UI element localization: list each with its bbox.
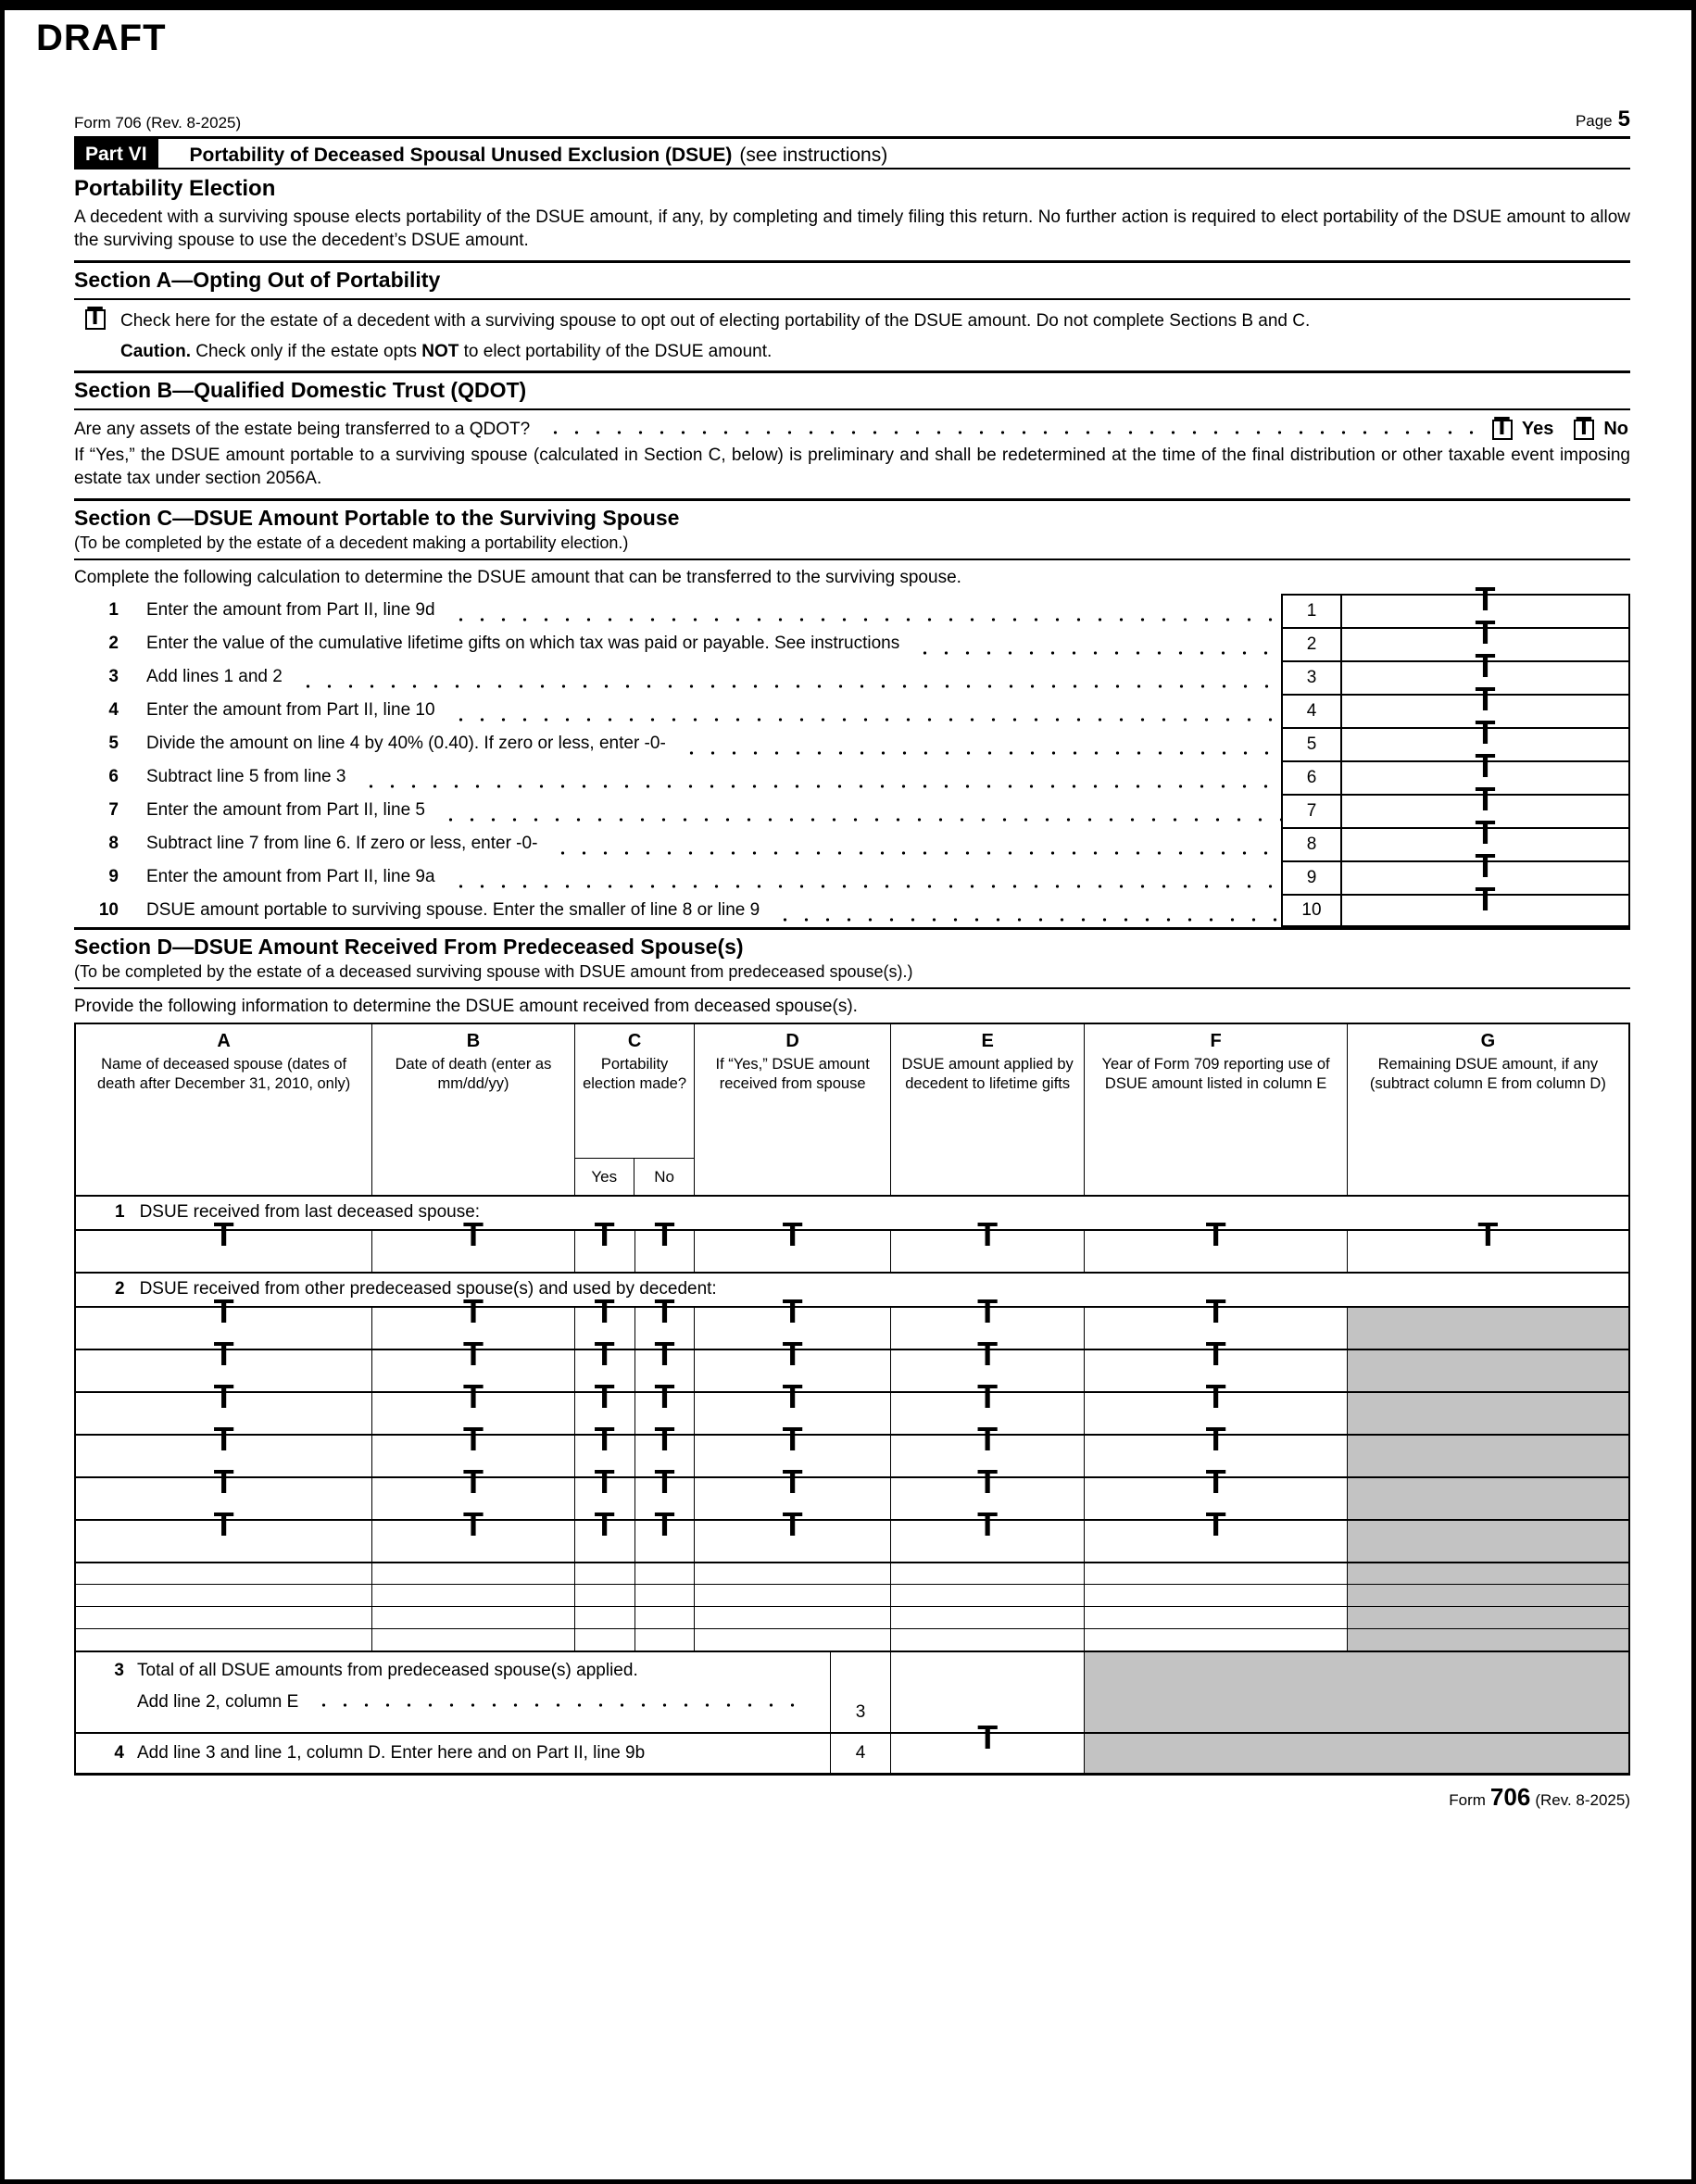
dot-leader xyxy=(360,784,1281,788)
shaded-cell xyxy=(1084,1734,1628,1773)
t-field-marker: T xyxy=(1475,646,1496,684)
empty-cell[interactable] xyxy=(76,1607,371,1628)
row-number: 1 xyxy=(115,1202,125,1222)
section-a-heading: Section A—Opting Out of Portability xyxy=(74,263,1630,300)
portability-election-heading: Portability Election xyxy=(74,176,276,201)
t-field-marker: T xyxy=(977,1462,999,1500)
line-entry-box xyxy=(1281,680,1630,727)
caution-note xyxy=(120,342,1630,362)
line-number: 9 xyxy=(108,867,119,886)
calc-line-4 xyxy=(74,680,1630,727)
t-field-marker: T xyxy=(977,1718,999,1756)
t-field-marker: T xyxy=(213,1420,234,1458)
entry-box-number: 10 xyxy=(1283,896,1342,925)
row-number: 4 xyxy=(114,1743,124,1763)
col-desc: DSUE amount applied by decedent to lifetime gifts xyxy=(901,1056,1074,1092)
portability-election-body: A decedent with a surviving spouse elects portability of the DSUE amount, if any, by completing and timely filing this return. No further action is required to elect portability of the DSUE amount to allow the surviving spouse to use the decedent’s DSUE amount. xyxy=(74,207,1630,250)
t-field-marker: T xyxy=(462,1420,484,1458)
t-field-marker: T xyxy=(1475,780,1496,818)
empty-cell[interactable] xyxy=(574,1629,634,1651)
empty-cell[interactable] xyxy=(694,1607,890,1628)
dsue-table xyxy=(74,1023,1630,1776)
empty-cell[interactable] xyxy=(1084,1563,1346,1584)
t-field-marker: T xyxy=(594,1462,615,1500)
calc-line-10 xyxy=(74,880,1630,927)
row-3-text: Total of all DSUE amounts from predeceased spouse(s) applied. xyxy=(137,1661,638,1680)
t-field-marker: T xyxy=(1576,410,1592,440)
part-vi-title xyxy=(190,139,888,168)
empty-cell[interactable] xyxy=(694,1563,890,1584)
dot-leader xyxy=(297,684,1281,688)
entry-box-number: 9 xyxy=(1283,862,1342,894)
t-field-marker: T xyxy=(1205,1420,1226,1458)
empty-cell[interactable] xyxy=(890,1585,1085,1606)
empty-cell[interactable] xyxy=(694,1585,890,1606)
shaded-cell xyxy=(1347,1629,1628,1651)
t-field-marker: T xyxy=(782,1420,803,1458)
t-field-marker: T xyxy=(213,1335,234,1373)
caution-label: Caution. xyxy=(120,342,191,361)
line-text: Enter the value of the cumulative lifetime gifts on which tax was paid or payable. See instructions xyxy=(146,634,900,653)
t-field-marker: T xyxy=(654,1215,675,1253)
t-field-marker: T xyxy=(462,1292,484,1330)
col-e-header xyxy=(890,1024,1085,1195)
section-c-intro: Complete the following calculation to determine the DSUE amount that can be transferred to the surviving spouse. xyxy=(74,568,961,587)
empty-cell[interactable] xyxy=(574,1585,634,1606)
shaded-cell xyxy=(1347,1585,1628,1606)
t-field-marker: T xyxy=(1493,410,1510,440)
field-cell[interactable] xyxy=(694,1505,890,1562)
section-c-calculation xyxy=(74,580,1630,927)
no-field-cell[interactable] xyxy=(634,1505,695,1562)
t-field-marker: T xyxy=(1475,747,1496,784)
empty-cell[interactable] xyxy=(694,1629,890,1651)
shaded-cell xyxy=(1347,1308,1628,1349)
line-number: 7 xyxy=(108,800,119,820)
empty-cell[interactable] xyxy=(371,1607,573,1628)
predeceased-spouse-row xyxy=(76,1335,1628,1391)
opt-out-checkbox[interactable] xyxy=(85,301,106,330)
col-desc: Year of Form 709 reporting use of DSUE amount listed in column E xyxy=(1101,1056,1330,1092)
t-field-marker: T xyxy=(977,1215,999,1253)
entry-box-number: 8 xyxy=(1283,829,1342,860)
section-b-heading: Section B—Qualified Domestic Trust (QDOT) xyxy=(74,373,1630,410)
line-number: 6 xyxy=(108,767,119,786)
shaded-cell xyxy=(1084,1652,1628,1732)
t-field-marker: T xyxy=(594,1335,615,1373)
dot-leader xyxy=(681,751,1281,755)
line-text: Subtract line 7 from line 6. If zero or less, enter -0- xyxy=(146,834,538,853)
t-field-marker: T xyxy=(1205,1335,1226,1373)
t-field-marker: T xyxy=(594,1292,615,1330)
empty-cell[interactable] xyxy=(634,1607,695,1628)
predeceased-spouse-row xyxy=(76,1420,1628,1476)
section-d-intro: Provide the following information to determine the DSUE amount received from deceased spouse(s). xyxy=(74,997,858,1016)
section-c-heading: Section C—DSUE Amount Portable to the Surviving Spouse xyxy=(74,506,680,530)
t-field-marker: T xyxy=(654,1335,675,1373)
dot-leader xyxy=(450,885,1281,888)
yes-label: Yes xyxy=(1521,419,1554,439)
row-number: 3 xyxy=(114,1661,124,1680)
no-subcolumn-label: No xyxy=(654,1167,674,1186)
empty-row xyxy=(76,1562,1628,1584)
col-desc: Portability election made? xyxy=(583,1056,687,1092)
t-field-marker: T xyxy=(462,1335,484,1373)
t-field-marker: T xyxy=(1475,813,1496,851)
line-number: 3 xyxy=(108,667,119,686)
line-entry-box xyxy=(1281,747,1630,794)
t-field-marker: T xyxy=(977,1505,999,1543)
empty-cell[interactable] xyxy=(634,1629,695,1651)
line-entry-box xyxy=(1281,713,1630,760)
line-text: Enter the amount from Part II, line 9a xyxy=(146,867,435,886)
col-b-header xyxy=(371,1024,573,1195)
line-number: 8 xyxy=(108,834,119,853)
col-desc: Date of death (enter as mm/dd/yy) xyxy=(395,1056,552,1092)
part-vi-badge: Part VI xyxy=(74,139,158,168)
opt-out-text: Check here for the estate of a decedent with a surviving spouse to opt out of electing portability of the DSUE amount. Do not complete Sections B and C. xyxy=(120,311,1311,331)
t-field-marker: T xyxy=(782,1292,803,1330)
col-letter: E xyxy=(981,1031,994,1051)
line-entry-box xyxy=(1281,646,1630,694)
empty-cell[interactable] xyxy=(1084,1585,1346,1606)
field-cell[interactable] xyxy=(1084,1505,1346,1562)
caution-text-post: to elect portability of the DSUE amount. xyxy=(459,342,773,361)
entry-box-number: 6 xyxy=(1283,762,1342,794)
empty-cell[interactable] xyxy=(1084,1607,1346,1628)
col-desc: Remaining DSUE amount, if any (subtract column E from column D) xyxy=(1369,1056,1606,1092)
t-field-marker: T xyxy=(213,1462,234,1500)
t-field-marker: T xyxy=(782,1505,803,1543)
field-cell[interactable] xyxy=(1347,1215,1628,1272)
row-label-text: DSUE received from other predeceased spouse(s) and used by decedent: xyxy=(139,1279,717,1299)
amount-field[interactable] xyxy=(1342,880,1628,925)
line-number: 4 xyxy=(108,700,119,720)
row-number: 2 xyxy=(115,1279,125,1299)
entry-box-number: 3 xyxy=(1283,662,1342,694)
t-field-marker: T xyxy=(1205,1292,1226,1330)
shaded-cell xyxy=(1347,1436,1628,1476)
part-vi-title-text: Portability of Deceased Spousal Unused Exclusion (DSUE) xyxy=(189,144,733,166)
entry-box-number: 4 xyxy=(1283,696,1342,727)
empty-row xyxy=(76,1628,1628,1651)
row-3-text-2: Add line 2, column E xyxy=(137,1692,299,1712)
qdot-question: Are any assets of the estate being transferred to a QDOT? xyxy=(74,419,531,439)
line-number: 2 xyxy=(108,634,119,653)
field-cell[interactable] xyxy=(1084,1215,1346,1272)
calc-line-9 xyxy=(74,847,1630,894)
dot-leader xyxy=(552,851,1281,855)
col-letter: D xyxy=(785,1031,799,1051)
t-field-marker: T xyxy=(977,1292,999,1330)
empty-cell[interactable] xyxy=(76,1629,371,1651)
t-field-marker: T xyxy=(1477,1215,1499,1253)
t-field-marker: T xyxy=(1205,1215,1226,1253)
empty-cell[interactable] xyxy=(76,1585,371,1606)
empty-row xyxy=(76,1584,1628,1606)
line-text: DSUE amount portable to surviving spouse. Enter the smaller of line 8 or line 9 xyxy=(146,900,760,920)
line-entry-box xyxy=(1281,580,1630,627)
line-number: 1 xyxy=(108,600,119,620)
entry-box-number: 2 xyxy=(1283,629,1342,660)
t-field-marker: T xyxy=(654,1462,675,1500)
page-label: Page xyxy=(1575,112,1613,130)
t-field-marker: T xyxy=(462,1462,484,1500)
empty-cell[interactable] xyxy=(634,1563,695,1584)
top-line xyxy=(74,107,1630,132)
shaded-cell xyxy=(1347,1393,1628,1434)
empty-cell[interactable] xyxy=(76,1563,371,1584)
dsue-table-header xyxy=(76,1024,1628,1195)
empty-cell[interactable] xyxy=(371,1585,573,1606)
form-content xyxy=(74,10,1630,1812)
shaded-cell xyxy=(1347,1521,1628,1562)
row-4-label xyxy=(76,1734,830,1773)
t-field-marker: T xyxy=(782,1335,803,1373)
yes-field-cell[interactable] xyxy=(574,1215,634,1272)
field-cell[interactable] xyxy=(371,1215,573,1272)
entry-box-number: 4 xyxy=(830,1734,890,1773)
t-field-marker: T xyxy=(654,1377,675,1415)
col-letter: A xyxy=(217,1031,231,1051)
t-field-marker: T xyxy=(1475,613,1496,651)
col-d-header xyxy=(694,1024,890,1195)
entry-box-number: 7 xyxy=(1283,796,1342,827)
col-letter: F xyxy=(1210,1031,1222,1051)
t-field-marker: T xyxy=(782,1462,803,1500)
t-field-marker: T xyxy=(654,1292,675,1330)
t-field-marker: T xyxy=(594,1215,615,1253)
calc-line-2 xyxy=(74,613,1630,660)
predeceased-spouse-row xyxy=(76,1462,1628,1519)
t-field-marker: T xyxy=(1475,847,1496,885)
col-c-header xyxy=(574,1024,695,1195)
t-field-marker: T xyxy=(1475,880,1496,918)
empty-cell[interactable] xyxy=(890,1563,1085,1584)
line-text: Divide the amount on line 4 by 40% (0.40). If zero or less, enter -0- xyxy=(146,734,666,753)
section-d-subheading: (To be completed by the estate of a deceased surviving spouse with DSUE amount from predeceased spouse(s).) xyxy=(74,961,1630,989)
footer-revision: (Rev. 8-2025) xyxy=(1535,1791,1630,1809)
row-4-text: Add line 3 and line 1, column D. Enter here and on Part II, line 9b xyxy=(137,1743,646,1763)
page-footer xyxy=(74,1783,1630,1812)
t-field-marker: T xyxy=(1475,580,1496,618)
col-c-desc xyxy=(575,1024,695,1158)
qdot-yes-checkbox[interactable] xyxy=(1492,410,1513,440)
line-number: 10 xyxy=(98,900,119,920)
qdot-note: If “Yes,” the DSUE amount portable to a surviving spouse (calculated in Section C, below) is preliminary and shall be redetermined at the time of the final distribution or other taxable event imposing estate tax under section 2056A. xyxy=(74,446,1630,488)
draft-watermark: DRAFT xyxy=(36,18,167,58)
field-cell[interactable] xyxy=(890,1505,1085,1562)
dot-leader xyxy=(440,818,1281,822)
t-field-marker: T xyxy=(1205,1462,1226,1500)
t-field-marker: T xyxy=(594,1505,615,1543)
see-instructions-note: (see instructions) xyxy=(739,144,888,166)
caution-text-pre: Check only if the estate opts xyxy=(195,342,422,361)
col-letter: B xyxy=(466,1031,481,1051)
col-desc: Name of deceased spouse (dates of death after December 31, 2010, only) xyxy=(96,1056,351,1092)
shaded-cell xyxy=(1347,1563,1628,1584)
line-entry-box xyxy=(1281,847,1630,894)
calc-line-1 xyxy=(74,580,1630,627)
t-field-marker: T xyxy=(213,1505,234,1543)
empty-cell[interactable] xyxy=(574,1607,634,1628)
no-field-cell[interactable] xyxy=(634,1215,695,1272)
line-text: Enter the amount from Part II, line 5 xyxy=(146,800,425,820)
field-cell[interactable] xyxy=(371,1505,573,1562)
t-field-marker: T xyxy=(977,1377,999,1415)
footer-form-number: 706 xyxy=(1489,1783,1531,1811)
t-field-marker: T xyxy=(87,301,104,330)
empty-cell[interactable] xyxy=(371,1563,573,1584)
dot-leader xyxy=(450,618,1281,621)
footer-form-label: Form xyxy=(1449,1791,1486,1809)
col-letter: C xyxy=(627,1031,642,1051)
t-field-marker: T xyxy=(1475,680,1496,718)
line-entry-box xyxy=(1281,613,1630,660)
dot-leader xyxy=(450,718,1281,722)
entry-box-number: 5 xyxy=(1283,729,1342,760)
calc-line-6 xyxy=(74,747,1630,794)
calc-line-8 xyxy=(74,813,1630,860)
calc-line-7 xyxy=(74,780,1630,827)
line-entry-box xyxy=(1281,813,1630,860)
row-1-label xyxy=(76,1195,1628,1229)
line-text: Add lines 1 and 2 xyxy=(146,667,283,686)
col-letter: G xyxy=(1480,1031,1496,1051)
section-c-subheading: (To be completed by the estate of a decedent making a portability election.) xyxy=(74,533,1630,560)
col-a-header xyxy=(76,1024,371,1195)
t-field-marker: T xyxy=(1475,713,1496,751)
section-d-heading: Section D—DSUE Amount Received From Predeceased Spouse(s) xyxy=(74,935,744,959)
line-number: 5 xyxy=(108,734,119,753)
line-entry-box xyxy=(1281,880,1630,927)
empty-row xyxy=(76,1606,1628,1628)
t-field-marker: T xyxy=(462,1377,484,1415)
entry-box-number: 3 xyxy=(830,1652,890,1732)
line-text: Subtract line 5 from line 3 xyxy=(146,767,346,786)
predeceased-spouse-row xyxy=(76,1505,1628,1562)
dot-leader xyxy=(313,1703,795,1707)
t-field-marker: T xyxy=(654,1420,675,1458)
empty-cell[interactable] xyxy=(574,1563,634,1584)
yes-no-subheader xyxy=(575,1158,695,1195)
t-field-marker: T xyxy=(213,1377,234,1415)
dot-leader xyxy=(545,431,1483,434)
page-indicator xyxy=(1576,107,1630,132)
shaded-cell xyxy=(1347,1607,1628,1628)
t-field-marker: T xyxy=(1205,1505,1226,1543)
shaded-cell xyxy=(1347,1350,1628,1391)
field-cell[interactable] xyxy=(694,1215,890,1272)
amount-field[interactable] xyxy=(890,1718,1085,1773)
predeceased-spouse-row xyxy=(76,1292,1628,1349)
empty-cell[interactable] xyxy=(371,1629,573,1651)
t-field-marker: T xyxy=(782,1215,803,1253)
opt-out-line xyxy=(74,301,1630,333)
t-field-marker: T xyxy=(213,1292,234,1330)
entry-box-number: 1 xyxy=(1283,596,1342,627)
caution-not: NOT xyxy=(421,342,459,361)
col-f-header xyxy=(1084,1024,1346,1195)
t-field-marker: T xyxy=(213,1215,234,1253)
predeceased-spouse-row xyxy=(76,1377,1628,1434)
empty-cell[interactable] xyxy=(890,1607,1085,1628)
last-spouse-data-row xyxy=(76,1215,1628,1272)
calc-line-3 xyxy=(74,646,1630,694)
line-entry-box xyxy=(1281,780,1630,827)
t-field-marker: T xyxy=(977,1335,999,1373)
qdot-no-checkbox[interactable] xyxy=(1574,410,1594,440)
empty-cell[interactable] xyxy=(1084,1629,1346,1651)
field-cell[interactable] xyxy=(76,1505,371,1562)
field-cell[interactable] xyxy=(890,1215,1085,1272)
empty-cell[interactable] xyxy=(890,1629,1085,1651)
t-field-marker: T xyxy=(782,1377,803,1415)
no-label: No xyxy=(1603,419,1628,439)
empty-cell[interactable] xyxy=(634,1585,695,1606)
total-row-3 xyxy=(76,1651,1628,1732)
t-field-marker: T xyxy=(594,1420,615,1458)
t-field-marker: T xyxy=(594,1377,615,1415)
col-desc: If “Yes,” DSUE amount received from spouse xyxy=(715,1056,870,1092)
dot-leader xyxy=(914,651,1281,655)
calc-line-5 xyxy=(74,713,1630,760)
row-3-label xyxy=(76,1652,830,1732)
shaded-cell xyxy=(1347,1478,1628,1519)
line-text: Enter the amount from Part II, line 9d xyxy=(146,600,435,620)
t-field-marker: T xyxy=(1205,1377,1226,1415)
qdot-yes-no xyxy=(1492,410,1630,440)
t-field-marker: T xyxy=(654,1505,675,1543)
row-2-label xyxy=(76,1272,1628,1306)
line-text: Enter the amount from Part II, line 10 xyxy=(146,700,435,720)
part-vi-header-bar xyxy=(74,136,1630,169)
t-field-marker: T xyxy=(977,1420,999,1458)
t-field-marker: T xyxy=(462,1215,484,1253)
col-g-header xyxy=(1347,1024,1628,1195)
qdot-question-line xyxy=(74,410,1630,440)
row-label-text: DSUE received from last deceased spouse: xyxy=(139,1202,481,1222)
total-row-4 xyxy=(76,1718,1628,1773)
yes-field-cell[interactable] xyxy=(574,1505,634,1562)
page-number-value: 5 xyxy=(1617,107,1630,132)
yes-subcolumn-label: Yes xyxy=(575,1159,634,1195)
t-field-marker: T xyxy=(462,1505,484,1543)
field-cell[interactable] xyxy=(76,1215,371,1272)
dot-leader xyxy=(774,918,1281,922)
form-reference: Form 706 (Rev. 8-2025) xyxy=(74,114,242,132)
